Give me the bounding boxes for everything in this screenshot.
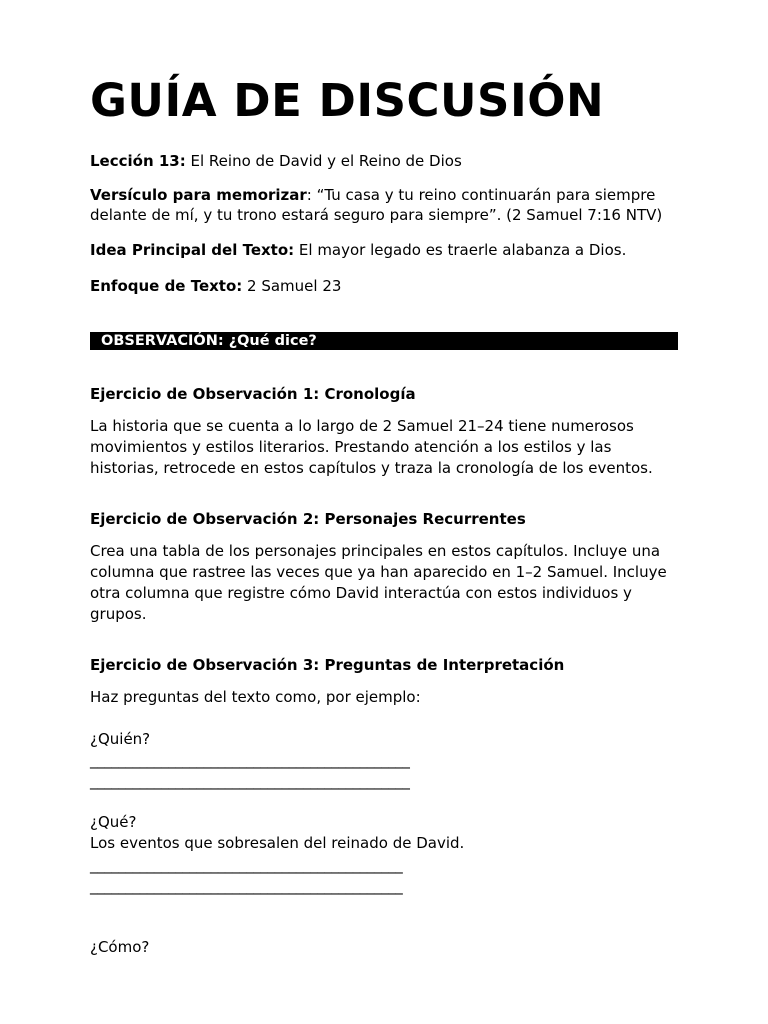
main-idea-text: El mayor legado es traerle alabanza a Dios. bbox=[294, 241, 627, 259]
lesson-text: El Reino de David y el Reino de Dios bbox=[185, 152, 462, 170]
exercise-3-line: Haz preguntas del texto como, por ejemplo: bbox=[90, 688, 421, 706]
exercise-1-heading: Ejercicio de Observación 1: Cronología bbox=[90, 385, 416, 403]
memory-verse-line-2: delante de mí, y tu trono estará seguro para siempre”. (2 Samuel 7:16 NTV) bbox=[90, 206, 663, 224]
lesson-label: Lección 13: bbox=[90, 152, 186, 170]
exercise-1-line: movimientos y estilos literarios. Prestando atención a los estilos y las bbox=[90, 438, 612, 456]
exercise-2-line: otra columna que registre cómo David interactúa con estos individuos y bbox=[90, 584, 632, 602]
exercise-2-line: grupos. bbox=[90, 605, 147, 623]
page-title: GUÍA DE DISCUSIÓN bbox=[90, 74, 605, 127]
question-what-answer: Los eventos que sobresalen del reinado de David. bbox=[90, 834, 465, 852]
question-how: ¿Cómo? bbox=[90, 938, 150, 956]
memory-verse-text-1: : “Tu casa y tu reino continuarán para siempre bbox=[306, 186, 656, 204]
focus-label: Enfoque de Texto: bbox=[90, 277, 243, 295]
exercise-1-line: historias, retrocede en estos capítulos y traza la cronología de los eventos. bbox=[90, 459, 653, 477]
lesson-line bbox=[90, 151, 462, 172]
answer-blank-line[interactable]: _____________________________________________ bbox=[90, 772, 410, 790]
main-idea-line bbox=[90, 240, 626, 261]
observation-section-bar: OBSERVACIÓN: ¿Qué dice? bbox=[90, 332, 678, 350]
main-idea-label: Idea Principal del Texto: bbox=[90, 241, 295, 259]
question-who: ¿Quién? bbox=[90, 730, 151, 748]
focus-text: 2 Samuel 23 bbox=[242, 277, 342, 295]
answer-blank-line[interactable]: _____________________________________________ bbox=[90, 751, 410, 769]
exercise-2-line: columna que rastree las veces que ya han aparecido en 1–2 Samuel. Incluye bbox=[90, 563, 667, 581]
memory-verse-label: Versículo para memorizar bbox=[90, 186, 307, 204]
exercise-2-line: Crea una tabla de los personajes principales en estos capítulos. Incluye una bbox=[90, 542, 661, 560]
exercise-1-line: La historia que se cuenta a lo largo de 2 Samuel 21–24 tiene numerosos bbox=[90, 417, 634, 435]
memory-verse-line-1 bbox=[90, 185, 655, 206]
focus-line bbox=[90, 276, 341, 297]
answer-blank-line[interactable]: ____________________________________________ bbox=[90, 856, 403, 874]
exercise-2-heading: Ejercicio de Observación 2: Personajes Recurrentes bbox=[90, 510, 526, 528]
answer-blank-line[interactable]: ____________________________________________ bbox=[90, 877, 403, 895]
exercise-3-heading: Ejercicio de Observación 3: Preguntas de Interpretación bbox=[90, 656, 565, 674]
question-what: ¿Qué? bbox=[90, 813, 137, 831]
